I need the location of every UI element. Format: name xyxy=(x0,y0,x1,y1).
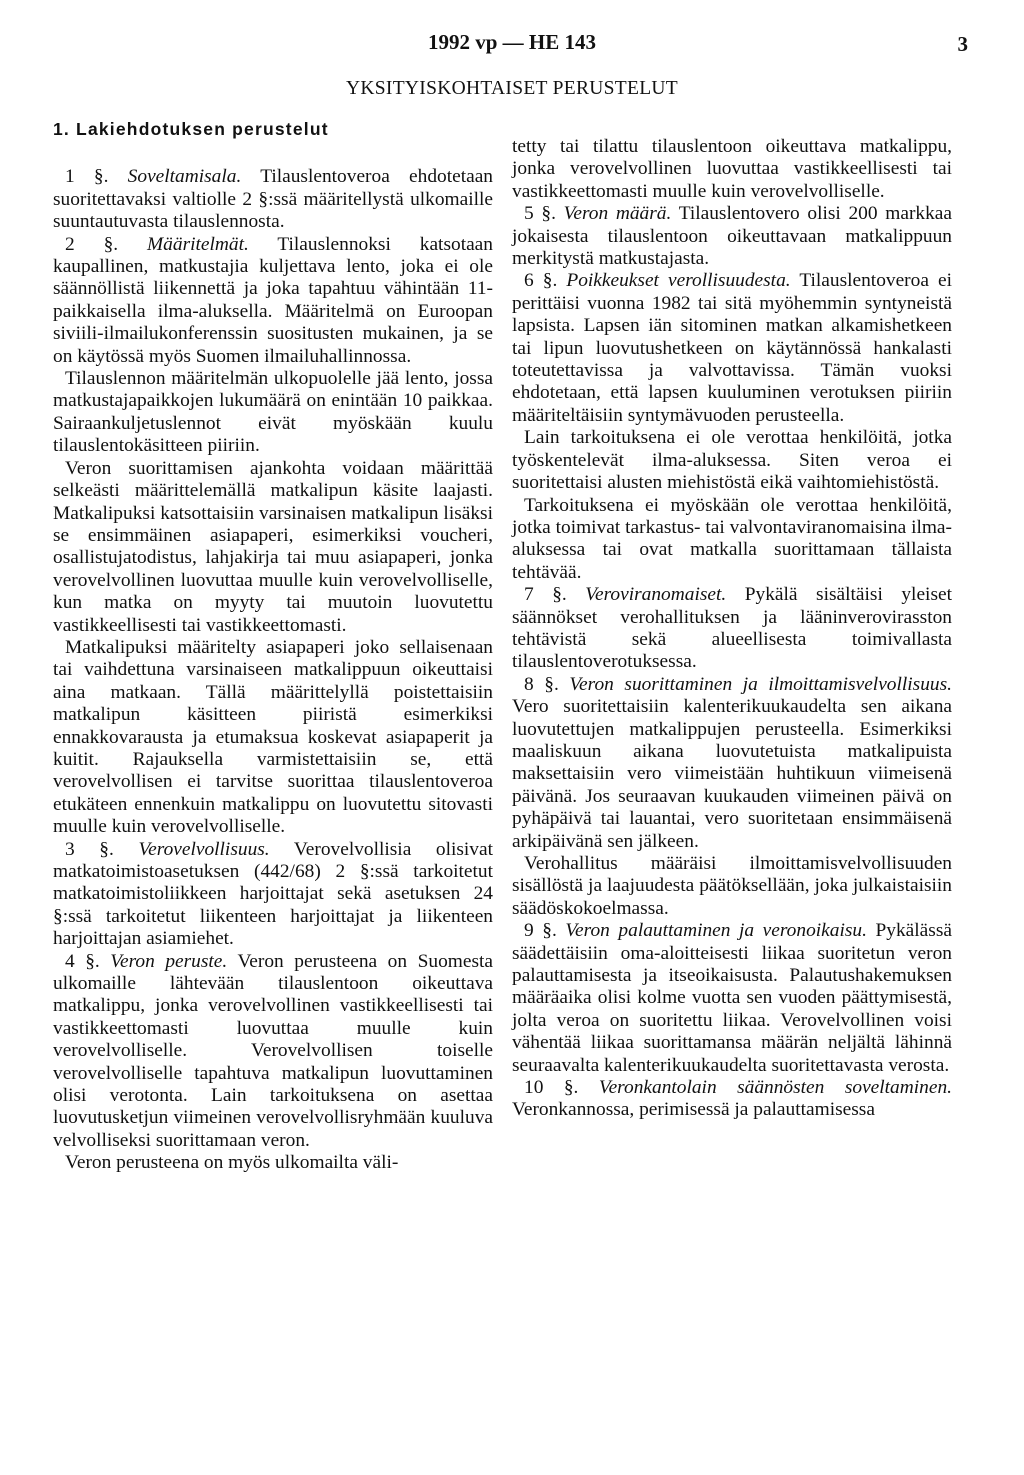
paragraph-text: Pykälässä säädettäisiin oma-aloitteisesti liikaa suoritetun veron palauttamisesta ja itseoikaisusta. Palautushakemuksen määräaika olisi kolme vuotta sen vuoden päättymisestä, jolta veroa on suoritettu liikaa. Verovelvollinen voisi vähentää liikaa suorittamansa määrän neljältä lähinnä seuraavalta kalenterikuukaudelta suoritettavasta verosta. xyxy=(512,920,952,1076)
paragraph: Veron suorittamisen ajankohta voidaan määrittää selkeästi määrittelemällä matkalipun käsite laajasti. Matkalipuksi katsottaisiin varsinaisen matkalipun lisäksi se ensimmäinen asiapaperi, esimerkiksi voucheri, osallistujatodistus, lahjakirja tai muu asiapaperi, jonka verovelvollinen luovuttaa muulle kuin verovelvolliselle, kun matka on myyty tai muutoin luovutettu vastikkeellisesti tai vastikkeettomasti. xyxy=(53,457,493,636)
right-column xyxy=(512,136,952,1122)
left-column xyxy=(53,118,493,1175)
page-header: 1992 vp — HE 143 xyxy=(427,30,597,54)
paragraph: Tarkoituksena ei myöskään ole verottaa henkilöitä, jotka toimivat tarkastus- tai valvontaviranomaisina ilma-aluksessa tai ovat matkalla suorittamaan tällaista tehtävää. xyxy=(512,494,952,583)
paragraph xyxy=(53,951,493,1153)
paragraph-text: Verovelvollisia olisivat matkatoimistoasetuksen (442/68) 2 §:ssä tarkoitetut matkatoimistoliikkeen harjoittajat sekä asetuksen 24 §:ssä tarkoitetut liikenteen harjoittajat ja liikenteen harjoittajan asiamiehet. xyxy=(53,838,493,950)
section-heading: Veron määrä. xyxy=(563,203,672,225)
section-number: 10 §. xyxy=(524,1077,579,1099)
paragraph xyxy=(512,920,952,1077)
page-number: 3 xyxy=(957,32,968,56)
paragraph-text: Tilauslentovero olisi 200 markkaa jokaisesta tilauslentoon oikeuttavaan matkalippuun merkitystä matkustajasta. xyxy=(512,203,953,270)
section-heading: Poikkeukset verollisuudesta. xyxy=(566,270,791,292)
paragraph-text: Veron perusteena on Suomesta ulkomaille lähtevään tilauslentoon oikeuttava matkalippu, jonka verovelvollinen vastikkeellisesti tai vastikkeettomasti luovuttaa muulle kuin verovelvolliselle. Verovelvollisen toiselle verovelvolliselle tapahtuva matkalipun luovuttaminen olisi verotonta. Lain tarkoituksena on asettaa luovutusketjun viimeinen verovelvollisryhmään kuuluva velvolliseksi suorittamaan veron. xyxy=(53,950,493,1151)
section-number: 7 §. xyxy=(524,584,567,606)
paragraph: Matkalipuksi määritelty asiapaperi joko sellaisenaan tai vaihdettuna varsinaiseen matkalippuun oikeuttaisi aina matkaan. Tällä määrittelyllä poistettaisiin matkalipun käsitteen piiristä esimerkiksi ennakkovarausta ja etumaksua koskevat asiapaperit ja kuitit. Rajauksella varmistettaisiin se, että verovelvollisen ei tarvitse suorittaa tilauslentoveroa etukäteen ennenkuin matkalippu on luovutettu sitovasti muulle kuin verovelvolliselle. xyxy=(53,636,493,838)
section-heading: Veronkantolain säännösten soveltaminen. xyxy=(598,1077,952,1099)
paragraph-text: Tilauslentoveroa ehdotetaan suoritettavaksi valtiolle 2 §:ssä määritellystä ulkomaille suuntautuvasta tilauslennosta. xyxy=(53,166,493,233)
paragraph xyxy=(512,203,952,270)
paragraph-text: Tilauslennoksi katsotaan kaupallinen, matkustajia kuljettava lento, joka ei ole säännöllistä liikennettä ja joka tapahtuu vähintään 11-paikkaisella ilma-aluksella. Määritelmä on Euroopan siviili-ilmailukonferenssin suositusten mukainen, ja se on käytössä myös Suomen ilmailuhallinnossa. xyxy=(53,233,493,367)
paragraph-text: Pykälä sisältäisi yleiset säännökset verohallituksen ja lääninverovirasston tehtävistä sekä alueellisesta toimivallasta tilauslentoverotuksessa. xyxy=(512,584,952,673)
section-heading: Veron suorittaminen ja ilmoittamisvelvollisuus. xyxy=(569,673,952,695)
paragraph xyxy=(53,166,493,233)
section-heading: Soveltamisala. xyxy=(127,166,242,188)
paragraph xyxy=(512,674,952,853)
paragraph xyxy=(512,1077,952,1122)
section-number: 6 §. xyxy=(524,270,558,292)
paragraph-text: Vero suoritettaisiin kalenterikuukaudelta sen aikana luovutettujen matkalippujen perusteella. Esimerkiksi maaliskuun aikana luovutetuista matkalipuista maksettaisiin vero viimeistään huhtikuun viimeisenä päivänä. Jos seuraavan kuukauden viimeinen päivä on pyhäpäivä tai lauantai, vero suoritetaan ensimmäisenä arkipäivänä sen jälkeen. xyxy=(512,696,952,852)
paragraph xyxy=(53,234,493,368)
section-number: 2 §. xyxy=(65,233,119,255)
paragraph: Tilauslennon määritelmän ulkopuolelle jää lento, jossa matkustajapaikkojen lukumäärä on enintään 10 paikkaa. Sairaankuljetuslennot eivät myöskään kuulu tilauslentokäsitteen piiriin. xyxy=(53,368,493,457)
section-number: 8 §. xyxy=(524,673,559,695)
paragraph-text: Tilauslentoveroa ei perittäisi vuonna 1982 tai sitä myöhemmin syntyneistä lapsista. Lapsen iän sitominen matkan alkamishetkeen tai lipun luovutushetkeen on käytännössä hankalasti toteutettavissa ja valvottavissa. Tämän vuoksi ehdotetaan, että lapsen kuuluminen verotuksen piiriin määriteltäisiin syntymävuoden perusteella. xyxy=(512,270,952,426)
section-heading: Määritelmät. xyxy=(147,233,249,255)
paragraph: Veron perusteena on myös ulkomailta väli- xyxy=(65,1152,399,1174)
section-number: 3 §. xyxy=(65,838,114,860)
paragraph xyxy=(512,270,952,427)
paragraph: tetty tai tilattu tilauslentoon oikeuttava matkalippu, jonka verovelvollinen luovuttaa vastikkeellisesti tai vastikkeettomasti muulle kuin verovelvolliselle. xyxy=(512,136,952,202)
paragraph-text: Veronkannossa, perimisessä ja palauttamisessa xyxy=(512,1099,875,1121)
section-heading: Veroviranomaiset. xyxy=(585,584,727,606)
chapter-heading: 1. Lakiehdotuksen perustelut xyxy=(53,119,329,139)
paragraph xyxy=(53,839,493,951)
section-number: 9 §. xyxy=(524,920,557,942)
section-number: 5 §. xyxy=(524,203,556,225)
paragraph: Verohallitus määräisi ilmoittamisvelvollisuuden sisällöstä ja laajuudesta päätöksellään, joka julkaistaisiin säädöskokoelmassa. xyxy=(512,853,952,919)
section-number: 1 §. xyxy=(65,166,109,188)
section-heading: Verovelvollisuus. xyxy=(138,838,270,860)
paragraph xyxy=(512,584,952,674)
section-heading: Veron palauttaminen ja veronoikaisu. xyxy=(565,920,867,942)
section-heading: Veron peruste. xyxy=(110,950,228,972)
section-title: YKSITYISKOHTAISET PERUSTELUT xyxy=(345,78,679,99)
paragraph: Lain tarkoituksena ei ole verottaa henkilöitä, jotka työskentelevät ilma-aluksessa. Siten veroa ei suoritettaisi alusten miehistöstä eikä vaihtomiehistöstä. xyxy=(512,427,952,494)
section-number: 4 §. xyxy=(65,950,100,972)
